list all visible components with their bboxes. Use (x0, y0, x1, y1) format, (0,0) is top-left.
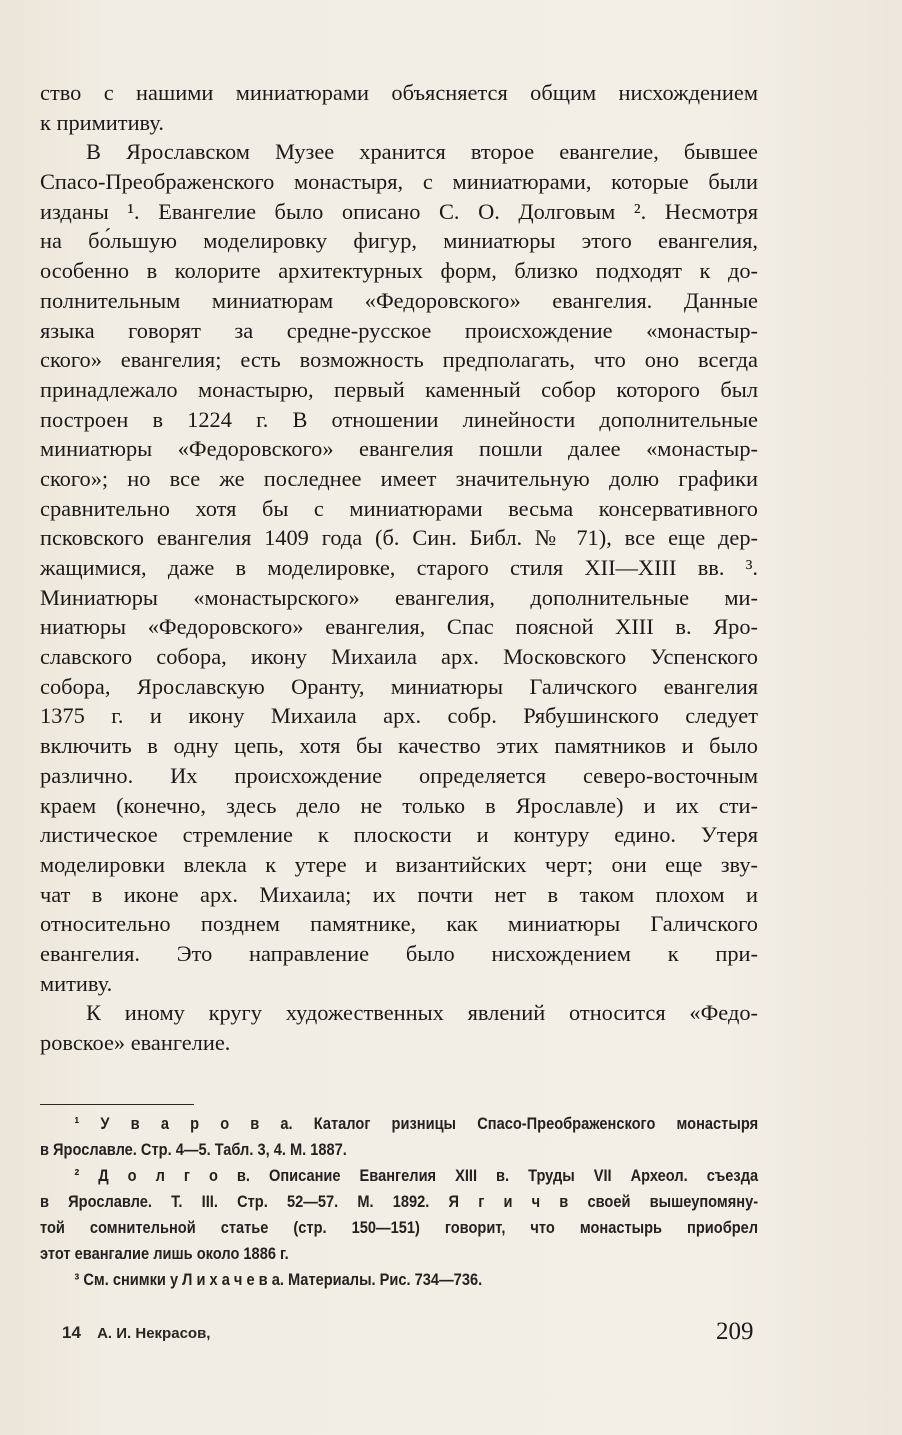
text-line: языка говорят за средне-русское происхождение «монастыр- (40, 317, 758, 343)
text-line: псковского евангелия 1409 года (б. Син. Библ. № 71), все еще дер- (40, 525, 758, 551)
text-line: ского» евангелия; есть возможность предполагать, что оно всегда (40, 347, 758, 373)
page-number: 209 (716, 1318, 754, 1345)
text-line: моделировки влекла к утере и византийских черт; они еще зву- (40, 851, 758, 877)
text-line: полнительным миниатюрам «Федоровского» евангелия. Данные (40, 287, 758, 313)
text-line: собора, Ярославскую Оранту, миниатюры Галичского евангелия (40, 673, 758, 699)
text-line: сравнительно хотя бы с миниатюрами весьма консервативного (40, 495, 758, 521)
footnote-line: этот евангалие лишь около 1886 г. (40, 1244, 289, 1263)
footnote-divider (40, 1104, 194, 1105)
text-line: краем (конечно, здесь дело не только в Ярославле) и их сти- (40, 792, 758, 818)
text-line: Спасо-Преображенского монастыря, с миниатюрами, которые были (40, 169, 758, 195)
footnote-line: ² Д о л г о в. Описание Евангелия XIII в. Труды VII Археол. съезда (74, 1166, 759, 1185)
text-line: славского собора, икону Михаила арх. Московского Успенского (40, 644, 758, 670)
text-line: ского»; но все же последнее имеет значительную долю графики (40, 465, 758, 491)
text-line: ниатюры «Федоровского» евангелия, Спас поясной XIII в. Яро- (40, 614, 758, 640)
footnote-line: в Ярославле. Стр. 4—5. Табл. 3, 4. М. 1887. (40, 1140, 347, 1159)
text-line: Миниатюры «монастырского» евангелия, дополнительные ми- (40, 584, 758, 610)
signature-author: А. И. Некрасов, (97, 1325, 211, 1342)
printer-signature (62, 1323, 210, 1343)
text-line: особенно в колорите архитектурных форм, близко подходят к до- (40, 258, 758, 284)
footnote-line: той сомнительной статье (стр. 150—151) говорит, что монастырь приобрел (40, 1218, 759, 1237)
footnote-line: в Ярославле. Т. III. Стр. 52—57. М. 1892. Я г и ч в своей вышеупомяну- (40, 1192, 759, 1211)
text-line: построен в 1224 г. В отношении линейности дополнительные (40, 406, 758, 432)
text-line: жащимися, даже в моделировке, старого стиля XII—XIII вв. ³. (40, 555, 758, 580)
text-line: различно. Их происхождение определяется северо-восточным (40, 762, 758, 788)
text-line: чат в иконе арх. Михаила; их почти нет в таком плохом и (40, 881, 758, 907)
signature-number: 14 (62, 1323, 81, 1342)
text-line: изданы ¹. Евангелие было описано С. О. Долговым ². Несмотря (40, 198, 758, 224)
text-line: принадлежало монастырю, первый каменный собор которого был (40, 376, 758, 402)
text-line: листическое стремление к плоскости и контуру едино. Утеря (40, 822, 758, 848)
footnotes (40, 1111, 758, 1293)
text-line: ровское» евангелие. (40, 1030, 231, 1055)
footnote-line: ¹ У в а р о в а. Каталог ризницы Спасо-Преображенского монастыря (74, 1114, 759, 1133)
text-line: евангелия. Это направление было нисхождением к при- (40, 940, 758, 966)
text-line: В Ярославском Музее хранится второе евангелие, бывшее (86, 139, 758, 165)
text-line: ство с нашими миниатюрами объясняется общим нисхождением (40, 80, 758, 105)
text-line: миниатюры «Федоровского» евангелия пошли далее «монастыр- (40, 436, 758, 462)
text-line: к примитиву. (40, 109, 164, 135)
text-line: включить в одну цепь, хотя бы качество этих памятников и было (40, 733, 758, 759)
footnote-line: ³ См. снимки у Л и х а ч е в а. Материалы. Рис. 734—736. (74, 1270, 483, 1289)
main-text (40, 78, 758, 1058)
text-line: относительно позднем памятнике, как миниатюры Галичского (40, 911, 758, 937)
text-line: 1375 г. и икону Михаила арх. собр. Рябушинского следует (40, 703, 758, 729)
text-line: К иному кругу художественных явлений относится «Федо- (86, 1000, 758, 1026)
text-line: митиву. (40, 970, 113, 996)
text-line: на бо́льшую моделировку фигур, миниатюры этого евангелия, (40, 228, 758, 254)
